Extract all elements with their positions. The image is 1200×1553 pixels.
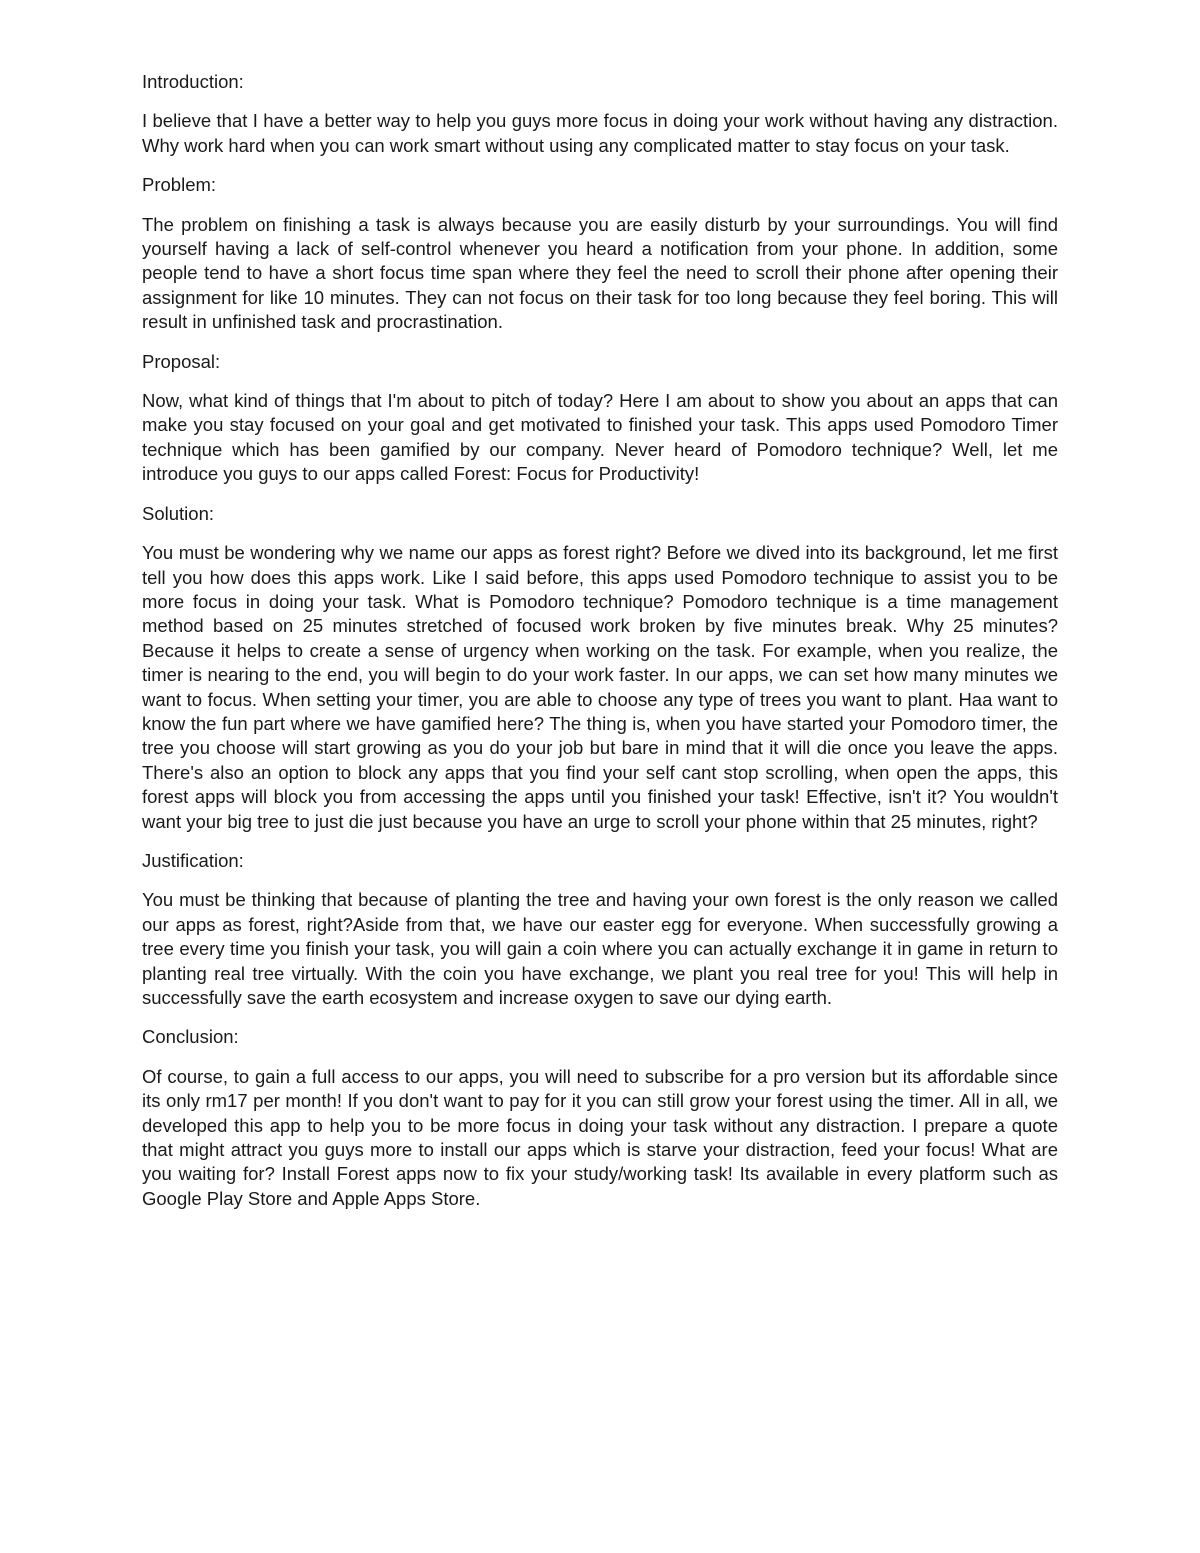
section-body-introduction: I believe that I have a better way to help you guys more focus in doing your work without having any distraction. Why work hard when you can work smart without using any complicated matter to stay focus on your task. <box>142 110 1058 156</box>
section-body-justification: You must be thinking that because of planting the tree and having your own forest is the only reason we called our apps as forest, right?Aside from that, we have our easter egg for everyone. When successfully growing a tree every time you finish your task, you will gain a coin where you can actually exchange it in game in return to planting real tree virtually. With the coin you have exchange, we plant you real tree for you! This will help in successfully save the earth ecosystem and increase oxygen to save our dying earth. <box>142 889 1058 1008</box>
document-page <box>142 70 1058 1226</box>
section-heading-problem: Problem: <box>142 174 217 196</box>
section-body-problem: The problem on finishing a task is always because you are easily disturb by your surroundings. You will find yourself having a lack of self-control whenever you heard a notification from your phone. In addition, some people tend to have a short focus time span where they feel the need to scroll their phone after opening their assignment for like 10 minutes. They can not focus on their task for too long because they feel boring. This will result in unfinished task and procrastination. <box>142 213 1058 333</box>
section-heading-conclusion: Conclusion: <box>142 1026 239 1048</box>
section-heading-justification: Justification: <box>142 849 244 871</box>
section-body-proposal: Now, what kind of things that I'm about to pitch of today? Here I am about to show you about an apps that can make you stay focused on your goal and get motivated to finished your task. This apps used Pomodoro Timer technique which has been gamified by our company. Never heard of Pomodoro technique? Well, let me introduce you guys to our apps called Forest: Focus for Productivity! <box>142 390 1058 485</box>
section-body-conclusion: Of course, to gain a full access to our apps, you will need to subscribe for a pro version but its affordable since its only rm17 per month! If you don't want to pay for it you can still grow your forest using the timer. All in all, we developed this app to help you to be more focus in doing your task without any distraction. I prepare a quote that might attract you guys more to install our apps which is starve your distraction, feed your focus! What are you waiting for? Install Forest apps now to fix your study/working task! Its available in every platform such as Google Play Store and Apple Apps Store. <box>142 1065 1058 1209</box>
section-heading-solution: Solution: <box>142 502 214 524</box>
section-heading-proposal: Proposal: <box>142 350 221 372</box>
section-heading-introduction: Introduction: <box>142 71 244 92</box>
section-body-solution: You must be wondering why we name our apps as forest right? Before we dived into its background, let me first tell you how does this apps work. Like I said before, this apps used Pomodoro technique to assist you to be more focus in doing your task. What is Pomodoro technique? Pomodoro technique is a time management method based on 25 minutes stretched of focused work broken by five minutes break. Why 25 minutes? Because it helps to create a sense of urgency when working on the task. For example, when you realize, the timer is nearing to the end, you will begin to do your work faster. In our apps, we can set how many minutes we want to focus. When setting your timer, you are able to choose any type of trees you want to plant. Haa want to know the fun part where we have gamified here? The thing is, when you have started your Pomodoro timer, the tree you choose will start growing as you do your job but bare in mind that it will die once you leave the apps. There's also an option to block any apps that you find your self cant stop scrolling, when open the apps, this forest apps will block you from accessing the apps until you finished your task! Effective, isn't it? You wouldn't want your big tree to just die just because you have an urge to scroll your phone within that 25 minutes, right? <box>142 542 1058 832</box>
